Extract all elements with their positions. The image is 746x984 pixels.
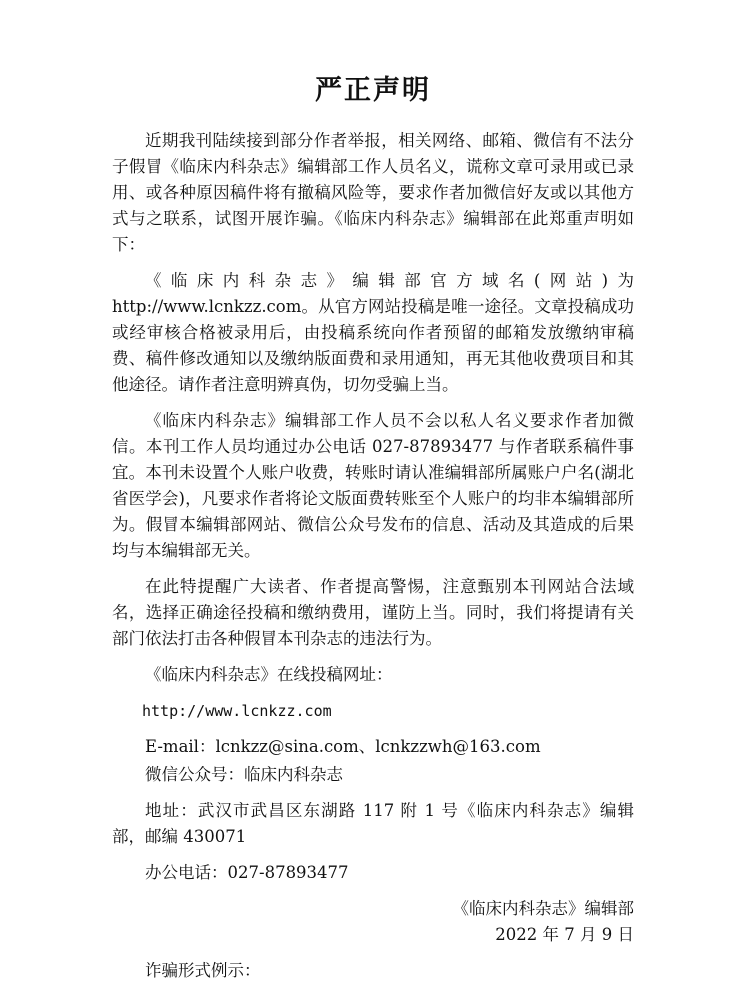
website-url: http://www.lcnkzz.com: [142, 702, 332, 720]
paragraph-official-site: 《临床内科杂志》编辑部官方域名(网站)为http://www.lcnkzz.com。从官方网站投稿是唯一途径。文章投稿成功或经审核合格被录用后，由投稿系统向作者预留的邮箱发放缴纳审稿费、稿件修改通知以及缴纳版面费和录用通知，再无其他收费项目和其他途径。请作者注意明辨真伪，切勿受骗上当。: [112, 271, 634, 394]
online-submission-label: 《临床内科杂志》在线投稿网址：: [145, 665, 393, 684]
wechat-account: 微信公众号：临床内科杂志: [145, 765, 343, 784]
office-phone: 办公电话：027-87893477: [145, 863, 349, 882]
page-title: 严正声明: [315, 75, 431, 106]
signature-date: 2022 年 7 月 9 日: [495, 925, 634, 944]
paragraph-staff-policy: 《临床内科杂志》编辑部工作人员不会以私人名义要求作者加微信。本刊工作人员均通过办公电话 027-87893477 与作者联系稿件事宜。本刊未设置个人账户收费，转账时请认准编辑部所属账户户名(湖北省医学会)，凡要求作者将论文版面费转账至个人账户的均非本编辑部所为。假冒本编辑部网站、微信公众号发布的信息、活动及其造成的后果均与本编辑部无关。: [112, 411, 634, 560]
email-addresses: E-mail：lcnkzz@sina.com、lcnkzzwh@163.com: [145, 737, 541, 756]
postal-address: 地址：武汉市武昌区东湖路 117 附 1 号《临床内科杂志》编辑部，邮编 430071: [112, 801, 634, 846]
paragraph-warning: 在此特提醒广大读者、作者提高警惕，注意甄别本刊网站合法域名，选择正确途径投稿和缴纳费用，谨防上当。同时，我们将提请有关部门依法打击各种假冒本刊杂志的违法行为。: [112, 577, 634, 648]
paragraph-intro: 近期我刊陆续接到部分作者举报，相关网络、邮箱、微信有不法分子假冒《临床内科杂志》编辑部工作人员名义，谎称文章可录用或已录用、或各种原因稿件将有撤稿风险等，要求作者加微信好友或以其他方式与之联系，试图开展诈骗。《临床内科杂志》编辑部在此郑重声明如下：: [112, 131, 634, 254]
fraud-examples-label: 诈骗形式例示：: [145, 961, 261, 980]
signature-org: 《临床内科杂志》编辑部: [452, 899, 634, 918]
